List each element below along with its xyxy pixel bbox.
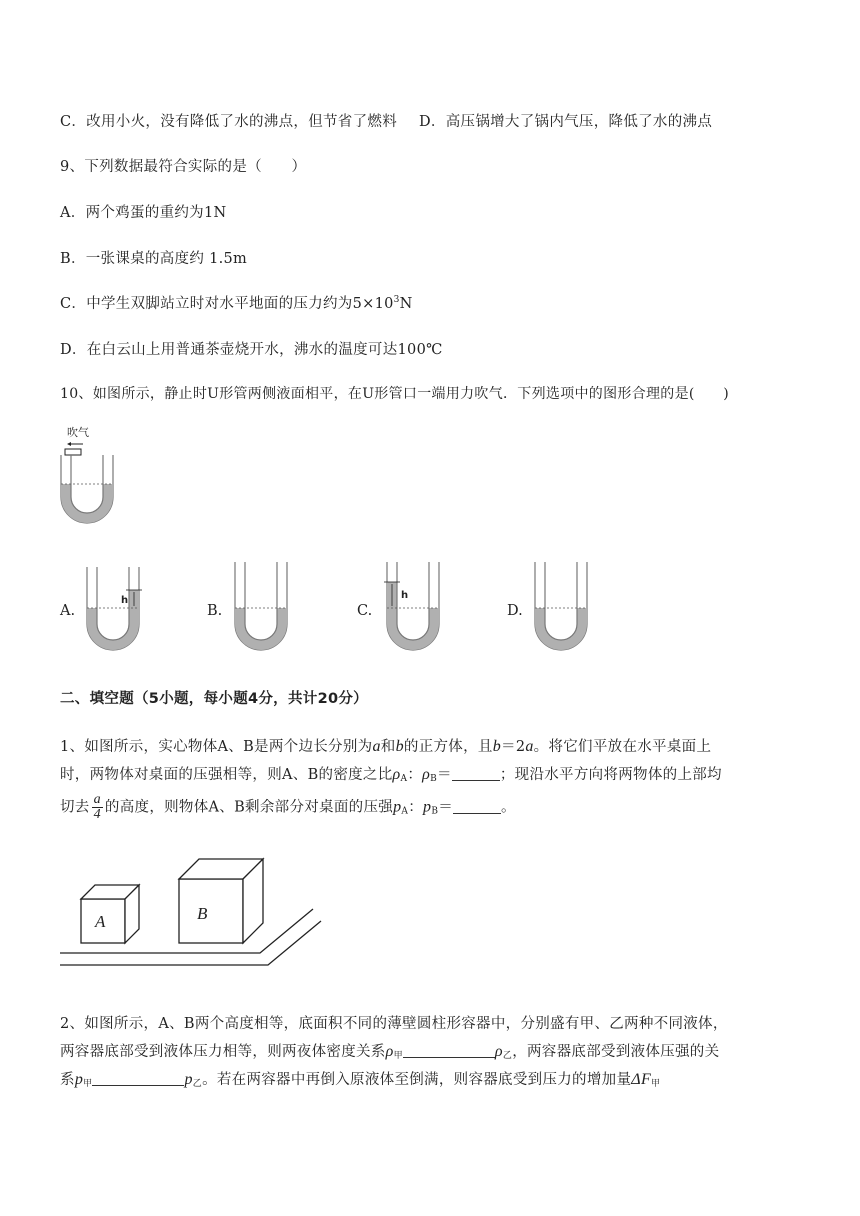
u-tube-option-a <box>82 562 152 662</box>
q10-option-c-label: C. <box>357 603 373 619</box>
cube-a <box>81 885 139 943</box>
blow-label: 吹气 <box>67 426 89 439</box>
u-tube-option-c <box>382 562 452 662</box>
q10-option-b-label: B. <box>207 603 223 619</box>
fill2-blank-1[interactable] <box>403 1045 495 1058</box>
fill2-line3: 系$p_甲$ $p_乙$。若在两容器中再倒入原液体至倒满，则容器底受到压力的增加量$\Delta F_甲$ <box>60 1071 661 1089</box>
fill1-line2: 时，两物体对桌面的压强相等，则A、B的密度之比$\rho_A$：$\rho_B=$ ；现沿水平方向将两物体的上部均 <box>60 766 722 784</box>
fill2-line2: 两容器底部受到液体压力相等，则两夜体密度关系$\rho_甲$ $\rho_乙$，两容器底部受到液体压强的关 <box>60 1043 720 1061</box>
q8-option-c: C．改用小火，没有降低了水的沸点，但节省了燃料 <box>60 114 397 130</box>
svg-text:h: h <box>121 595 129 606</box>
fill1-blank-2[interactable] <box>453 801 501 814</box>
svg-text:B: B <box>197 904 208 923</box>
cube-b <box>179 859 263 943</box>
fill1-line3: 切去 $\frac{a}{4}$ 的高度，则物体A、B剩余部分对桌面的压强$p_A$：$p_B=$ 。 <box>60 792 516 822</box>
cubes-on-table-figure <box>55 845 325 975</box>
q8-options <box>60 110 712 131</box>
q9-option-a: A．两个鸡蛋的重约为1N <box>60 205 227 221</box>
svg-text:h: h <box>401 590 409 601</box>
q9-option-b: B．一张课桌的高度约 1.5m <box>60 251 248 267</box>
q9-option-c: C．中学生双脚站立时对水平地面的压力约为$5\times 10^3N$ <box>60 295 413 312</box>
u-tube-main-figure <box>55 422 125 532</box>
fill1-line1: 1、如图所示，实心物体A、B是两个边长分别为a和b的正方体，且b＝2a。将它们平放在水平桌面上 <box>60 738 712 755</box>
fraction-a-over-4: $\frac{a}{4}$ <box>93 792 101 822</box>
q8-option-d: D．高压锅增大了锅内气压，降低了水的沸点 <box>419 114 713 130</box>
q9-stem: 9、下列数据最符合实际的是（ ） <box>60 159 307 175</box>
q10-option-d-label: D. <box>507 603 523 619</box>
u-tube-option-d <box>530 562 600 662</box>
q9-option-d: D．在白云山上用普通茶壶烧开水，沸水的温度可达100℃ <box>60 342 443 358</box>
u-tube-option-b <box>230 562 300 662</box>
blow-tube <box>65 449 81 455</box>
fill1-blank-1[interactable] <box>452 768 500 781</box>
svg-text:A: A <box>95 912 106 931</box>
q10-stem: 10、如图所示，静止时U形管两侧液面相平，在U形管口一端用力吹气．下列选项中的图形合理的是( ) <box>60 386 730 402</box>
q10-option-a-label: A. <box>60 603 76 619</box>
fill2-blank-2[interactable] <box>92 1073 184 1086</box>
section2-title: 二、填空题（5小题，每小题4分，共计20分） <box>60 691 368 707</box>
fill2-line1: 2、如图所示，A、B两个高度相等，底面积不同的薄壁圆柱形容器中，分别盛有甲、乙两种不同液体， <box>60 1016 728 1032</box>
